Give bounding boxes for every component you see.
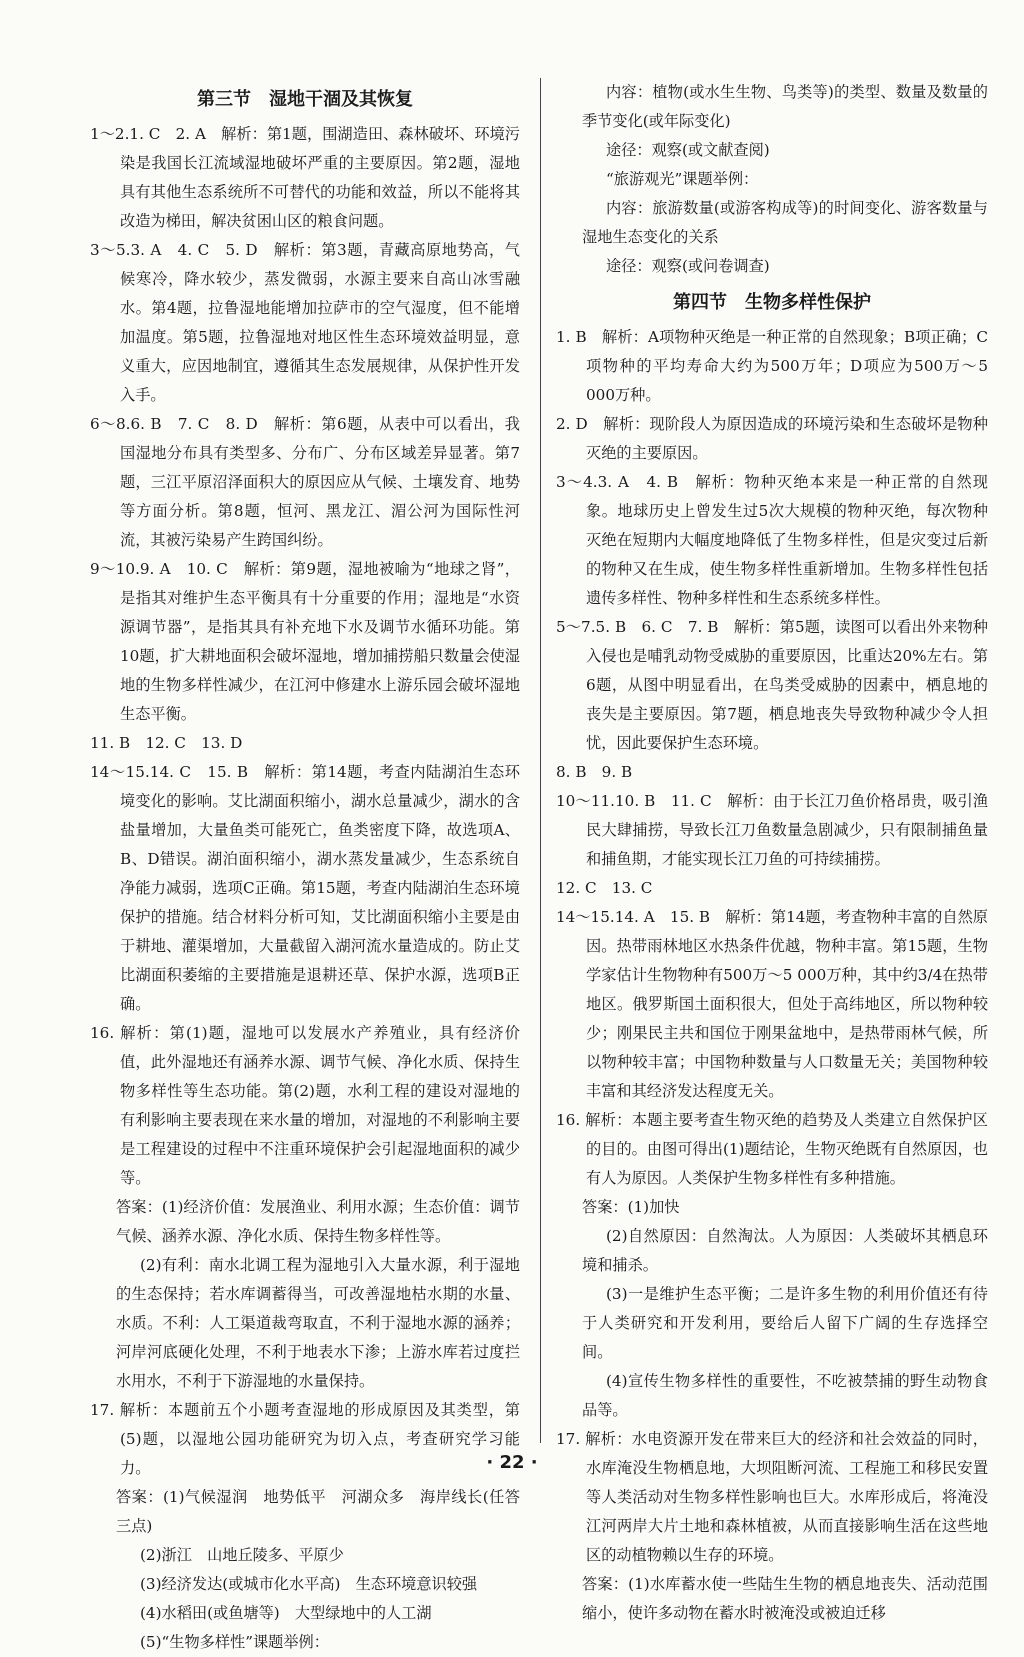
- answer-16-analysis: 16. 解析：第(1)题，湿地可以发展水产养殖业，具有经济价值，此外湿地还有涵养水源、调节气候、净化水质、保持生物多样性等生态功能。第(2)题，水利工程的建设对湿地的有利影响主要表现在来水量的增加，对湿地的不利影响主要是工程建设的过程中不注重环境保护会引起湿地面积的减少等。: [90, 1024, 520, 1187]
- bio-answer-10-11: 10～11.10. B 11. C 解析：由于长江刀鱼价格昂贵，吸引渔民大肆捕捞，导致长江刀鱼数量急剧减少，只有限制捕鱼量和捕鱼期，才能实现长江刀鱼的可持续捕捞。: [556, 792, 988, 868]
- answer-9-10: 9～10.9. A 10. C 解析：第9题，湿地被喻为“地球之肾”，是指其对维护生态平衡具有十分重要的作用；湿地是“水资源调节器”，是指其具有补充地下水及调节水循环功能。第10题，扩大耕地面积会破坏湿地，增加捕捞船只数量会使湿地的生物多样性减少，在江河中修建水上游乐园会破坏湿地生态平衡。: [90, 560, 520, 723]
- bio-answer-8-9: 8. B 9. B: [556, 763, 633, 781]
- answer-17-tourism-method: 途径：观察(或问卷调查): [606, 257, 770, 275]
- answer-17-tourism-example: “旅游观光”课题举例：: [606, 170, 759, 188]
- answer-17-key-5-method: 途径：观察(或文献查阅): [606, 141, 770, 159]
- bio-answer-16-key-4: (4)宣传生物多样性的重要性，不吃被禁捕的野生动物食品等。: [582, 1372, 988, 1419]
- bio-answer-16-key-1: 答案：(1)加快: [582, 1198, 680, 1216]
- bio-answer-16-key-3: (3)一是维护生态平衡；二是许多生物的利用价值还有待于人类研究和开发利用，要给后人留下广阔的生存选择空间。: [582, 1285, 988, 1361]
- page-number: · 22 ·: [486, 1452, 538, 1473]
- bio-answer-16-key-2: (2)自然原因：自然淘汰。人为原因：人类破坏其栖息环境和捕杀。: [582, 1227, 988, 1274]
- answer-17-tourism-content: 内容：旅游数量(或游客构成等)的时间变化、游客数量与湿地生态变化的关系: [582, 199, 988, 246]
- answer-17-key-2: (2)浙江 山地丘陵多、平原少: [140, 1546, 344, 1564]
- right-column: [556, 78, 988, 1628]
- answer-14-15: 14～15.14. C 15. B 解析：第14题，考查内陆湖泊生态环境变化的影响。艾比湖面积缩小，湖水总量减少，湖水的含盐量增加，大量鱼类可能死亡，鱼类密度下降，故选项A、B、D错误。湖泊面积缩小，湖水蒸发量减少，生态系统自净能力减弱，选项C正确。第15题，考查内陆湖泊生态环境保护的措施。结合材料分析可知，艾比湖面积缩小主要是由于耕地、灌渠增加，大量截留入湖河流水量造成的。防止艾比湖面积萎缩的主要措施是退耕还草、保护水源，选项B正确。: [90, 763, 520, 1013]
- answer-17-key-1: 答案：(1)气候湿润 地势低平 河湖众多 海岸线长(任答三点): [116, 1488, 520, 1535]
- bio-answer-16-analysis: 16. 解析：本题主要考查生物灭绝的趋势及人类建立自然保护区的目的。由图可得出(1)题结论，生物灭绝既有自然原因，也有人为原因。人类保护生物多样性有多种措施。: [556, 1111, 988, 1187]
- answer-6-8: 6～8.6. B 7. C 8. D 解析：第6题，从表中可以看出，我国湿地分布具有类型多、分布广、分布区域差异显著。第7题，三江平原沼泽面积大的原因应从气候、土壤发育、地势等方面分析。第8题，恒河、黑龙江、湄公河为国际性河流，其被污染易产生跨国纠纷。: [90, 415, 520, 549]
- answer-17-key-4: (4)水稻田(或鱼塘等) 大型绿地中的人工湖: [140, 1604, 432, 1622]
- bio-answer-2: 2. D 解析：现阶段人为原因造成的环境污染和生态破坏是物种灭绝的主要原因。: [556, 415, 988, 462]
- answer-17-key-5: (5)“生物多样性”课题举例：: [140, 1633, 329, 1651]
- answer-16-key-1: 答案：(1)经济价值：发展渔业、利用水源；生态价值：调节气候、涵养水源、净化水质、保持生物多样性等。: [116, 1198, 520, 1245]
- section-title-wetland: 第三节 湿地干涸及其恢复: [197, 89, 413, 110]
- bio-answer-5-7: 5～7.5. B 6. C 7. B 解析：第5题，读图可以看出外来物种入侵也是哺乳动物受威胁的重要原因，比重达20%左右。第6题，从图中明显看出，在鸟类受威胁的因素中，栖息地的丧失是主要原因。第7题，栖息地丧失导致物种减少令人担忧，因此要保护生态环境。: [556, 618, 988, 752]
- answer-1-2: 1～2.1. C 2. A 解析：第1题，围湖造田、森林破坏、环境污染是我国长江流域湿地破坏严重的主要原因。第2题，湿地具有其他生态系统所不可替代的功能和效益，所以不能将其改造为梯田，解决贫困山区的粮食问题。: [90, 125, 520, 230]
- bio-answer-17-analysis: 17. 解析：水电资源开发在带来巨大的经济和社会效益的同时，水库淹没生物栖息地，大坝阻断河流、工程施工和移民安置等人类活动对生物多样性影响也巨大。水库形成后，将淹没江河两岸大片土地和森林植被，从而直接影响生活在这些地区的动植物赖以生存的环境。: [556, 1430, 988, 1564]
- answer-17-key-3: (3)经济发达(或城市化水平高) 生态环境意识较强: [140, 1575, 478, 1593]
- bio-answer-1: 1. B 解析：A项物种灭绝是一种正常的自然现象；B项正确；C项物种的平均寿命大约为500万年；D项应为500万～5 000万种。: [556, 328, 988, 404]
- answer-11-13: 11. B 12. C 13. D: [90, 734, 243, 752]
- answer-16-key-2: (2)有利：南水北调工程为湿地引入大量水源，利于湿地的生态保持；若水库调蓄得当，可改善湿地枯水期的水量、水质。不利：人工渠道裁弯取直，不利于湿地水源的涵养；河岸河底硬化处理，不利于地表水下渗；上游水库若过度拦水用水，不利于下游湿地的水量保持。: [116, 1256, 520, 1390]
- bio-answer-12-13: 12. C 13. C: [556, 879, 653, 897]
- bio-answer-14-15: 14～15.14. A 15. B 解析：第14题，考查物种丰富的自然原因。热带雨林地区水热条件优越，物种丰富。第15题，生物学家估计生物物种有500万～5 000万种，其中约3/4在热带地区。俄罗斯国土面积很大，但处于高纬地区，所以物种较少；刚果民主共和国位于刚果盆地中，是热带雨林气候，所以物种较丰富；中国物种数量与人口数量无关；美国物种较丰富和其经济发达程度无关。: [556, 908, 988, 1100]
- column-divider: [540, 78, 541, 1443]
- answer-3-5: 3～5.3. A 4. C 5. D 解析：第3题，青藏高原地势高，气候寒冷，降水较少，蒸发微弱，水源主要来自高山冰雪融水。第4题，拉鲁湿地能增加拉萨市的空气湿度，但不能增加温度。第5题，拉鲁湿地对地区性生态环境效益明显，意义重大，应因地制宜，遵循其生态发展规律，从保护性开发入手。: [90, 241, 520, 404]
- answer-17-key-5-content: 内容：植物(或水生生物、鸟类等)的类型、数量及数量的季节变化(或年际变化): [582, 83, 988, 130]
- answer-17-analysis: 17. 解析：本题前五个小题考查湿地的形成原因及其类型，第(5)题，以湿地公园功能研究为切入点，考查研究学习能力。: [90, 1401, 520, 1477]
- left-column: [90, 78, 520, 1657]
- section-title-biodiversity: 第四节 生物多样性保护: [673, 292, 871, 313]
- bio-answer-17-key-1: 答案：(1)水库蓄水使一些陆生生物的栖息地丧失、活动范围缩小，使许多动物在蓄水时被淹没或被迫迁移: [582, 1575, 988, 1622]
- bio-answer-3-4: 3～4.3. A 4. B 解析：物种灭绝本来是一种正常的自然现象。地球历史上曾发生过5次大规模的物种灭绝，每次物种灭绝在短期内大幅度地降低了生物多样性，但是灾变过后新的物种又在生成，使生物多样性重新增加。生物多样性包括遗传多样性、物种多样性和生态系统多样性。: [556, 473, 988, 607]
